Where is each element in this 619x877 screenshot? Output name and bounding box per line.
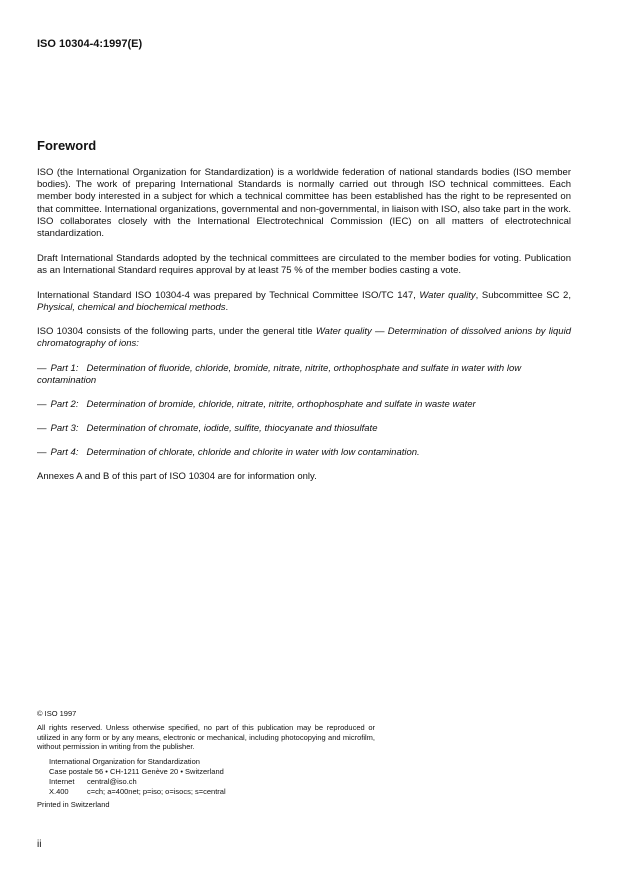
foreword-paragraph-2: Draft International Standards adopted by the technical committees are circulated to the member bodies for voting. Publication as an International Standard requires approval by at least 75 % of the member bodies casting a vote. bbox=[37, 253, 571, 277]
foreword-paragraph-4: ISO 10304 consists of the following parts, under the general title Water quality — Determination of dissolved anions by liquid chromatography of ions: bbox=[37, 326, 571, 350]
org-name: International Organization for Standardization bbox=[49, 757, 200, 766]
x400-address: X.400 c=ch; a=400net; p=iso; o=isocs; s=central bbox=[49, 787, 226, 796]
copyright-notice: © ISO 1997 bbox=[37, 709, 77, 718]
part-list-item: — Part 1: Determination of fluoride, chloride, bromide, nitrate, nitrite, orthophosphate and sulfate in water with low contamination bbox=[37, 363, 522, 387]
internet-address: Internet central@iso.ch bbox=[49, 777, 137, 786]
rights-statement: All rights reserved. Unless otherwise specified, no part of this publication may be reproduced or utilized in any form or by any means, electronic or mechanical, including photocopying and microfilm, without permission in writing from the publisher. bbox=[37, 723, 375, 751]
section-title: Foreword bbox=[37, 138, 97, 153]
document-id-header: ISO 10304-4:1997(E) bbox=[37, 38, 143, 50]
postal-address: Case postale 56 • CH-1211 Genève 20 • Switzerland bbox=[49, 767, 224, 776]
page-number: ii bbox=[37, 839, 42, 850]
printed-in: Printed in Switzerland bbox=[37, 800, 110, 809]
foreword-paragraph-3: International Standard ISO 10304-4 was prepared by Technical Committee ISO/TC 147, Water quality, Subcommittee SC 2, Physical, chemical and biochemical methods. bbox=[37, 290, 571, 314]
foreword-paragraph-1: ISO (the International Organization for Standardization) is a worldwide federation of national standards bodies (ISO member bodies). The work of preparing International Standards is normally carried out through ISO technical committees. Each member body interested in a subject for which a technical committee has been established has the right to be represented on that committee. International organizations, governmental and non-governmental, in liaison with ISO, also take part in the work. ISO collaborates closely with the International Electrotechnical Commission (IEC) on all matters of electrotechnical standardization. bbox=[37, 167, 571, 240]
part-list-item: — Part 2: Determination of bromide, chloride, nitrate, nitrite, orthophosphate and sulfate in waste water bbox=[37, 399, 476, 410]
part-list-item: — Part 4: Determination of chlorate, chloride and chlorite in water with low contamination. bbox=[37, 447, 420, 458]
foreword-paragraph-5: Annexes A and B of this part of ISO 10304 are for information only. bbox=[37, 471, 317, 482]
part-list-item: — Part 3: Determination of chromate, iodide, sulfite, thiocyanate and thiosulfate bbox=[37, 423, 378, 434]
